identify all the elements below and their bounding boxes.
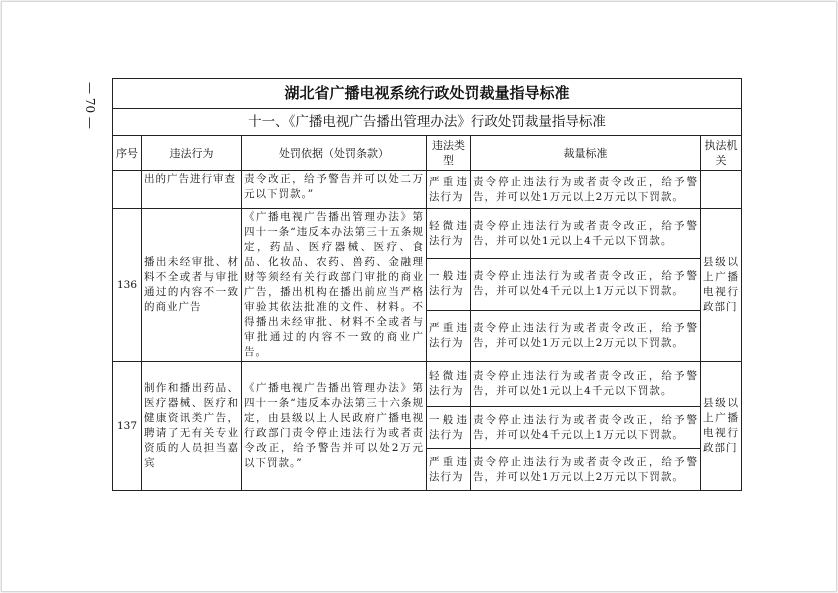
authority-cell: 县级以上广播电视行政部门 [701,362,742,491]
standard-cell: 责令停止违法行为或者责令改正，给予警告，并可以处1万元以上2万元以下罚款。 [471,171,701,209]
header-basis: 处罚依据（处罚条款） [242,136,427,171]
standard-cell: 责令停止违法行为或者责令改正，给予警告，并可以处1万元以上2万元以下罚款。 [471,310,701,361]
page-number: — 70 — [83,82,97,129]
type-cell: 轻微违法行为 [427,209,471,259]
type-cell: 一般违法行为 [427,407,471,449]
act-cell: 制作和播出药品、医疗器械、医疗和健康资讯类广告，聘请了无有关专业资质的人员担当嘉宾 [142,362,242,491]
header-authority: 执法机关 [701,136,742,171]
standard-cell: 责令停止违法行为或者责令改正，给予警告，并可以处1元以上4千元以下罚款。 [471,362,701,407]
basis-cell: 《广播电视广告播出管理办法》第四十一条“违反本办法第三十六条规定，由县级以上人民政府广播电视行政部门责令停止违法行为或者责令改正，给予警告并可以处2万元以下罚款。” [242,362,427,491]
standard-cell: 责令停止违法行为或者责令改正，给予警告，并可以处1万元以上2万元以下罚款。 [471,449,701,491]
table-title: 湖北省广播电视系统行政处罚裁量指导标准 [113,79,742,109]
authority-cell: 县级以上广播电视行政部门 [701,209,742,362]
header-row [113,136,742,171]
basis-cell: 责令改正，给予警告并可以处二万元以下罚款。” [242,171,427,209]
no-cell: 136 [113,209,142,362]
type-cell: 严重违法行为 [427,449,471,491]
act-cell: 播出未经审批、材料不全或者与审批通过的内容不一致的商业广告 [142,209,242,362]
table-subtitle: 十一、《广播电视广告播出管理办法》行政处罚裁量指导标准 [113,109,742,136]
header-no: 序号 [113,136,142,171]
type-cell: 严重违法行为 [427,171,471,209]
type-cell: 轻微违法行为 [427,362,471,407]
type-cell: 严重违法行为 [427,310,471,361]
basis-cell: 《广播电视广告播出管理办法》第四十一条“违反本办法第三十五条规定，药品、医疗器械、医疗、食品、化妆品、农药、兽药、金融理财等须经有关行政部门审批的商业广告，播出机构在播出前应当严格审验其依法批准的文件、材料。不得播出未经审批、材料不全或者与审批通过的内容不一致的商业广告。 [242,209,427,362]
table-row [113,209,742,259]
table-row [113,171,742,209]
standard-cell: 责令停止违法行为或者责令改正，给予警告，并可以处1元以上4千元以下罚款。 [471,209,701,259]
standard-cell: 责令停止违法行为或者责令改正，给予警告，并可以处4千元以上1万元以下罚款。 [471,407,701,449]
header-act: 违法行为 [142,136,242,171]
type-cell: 一般违法行为 [427,259,471,310]
header-type: 违法类型 [427,136,471,171]
no-cell: 137 [113,362,142,491]
act-cell: 出的广告进行审查 [142,171,242,209]
header-standard: 裁量标准 [471,136,701,171]
table-row [113,362,742,407]
penalty-standard-table [112,78,742,491]
standard-cell: 责令停止违法行为或者责令改正，给予警告，并可以处4千元以上1万元以下罚款。 [471,259,701,310]
